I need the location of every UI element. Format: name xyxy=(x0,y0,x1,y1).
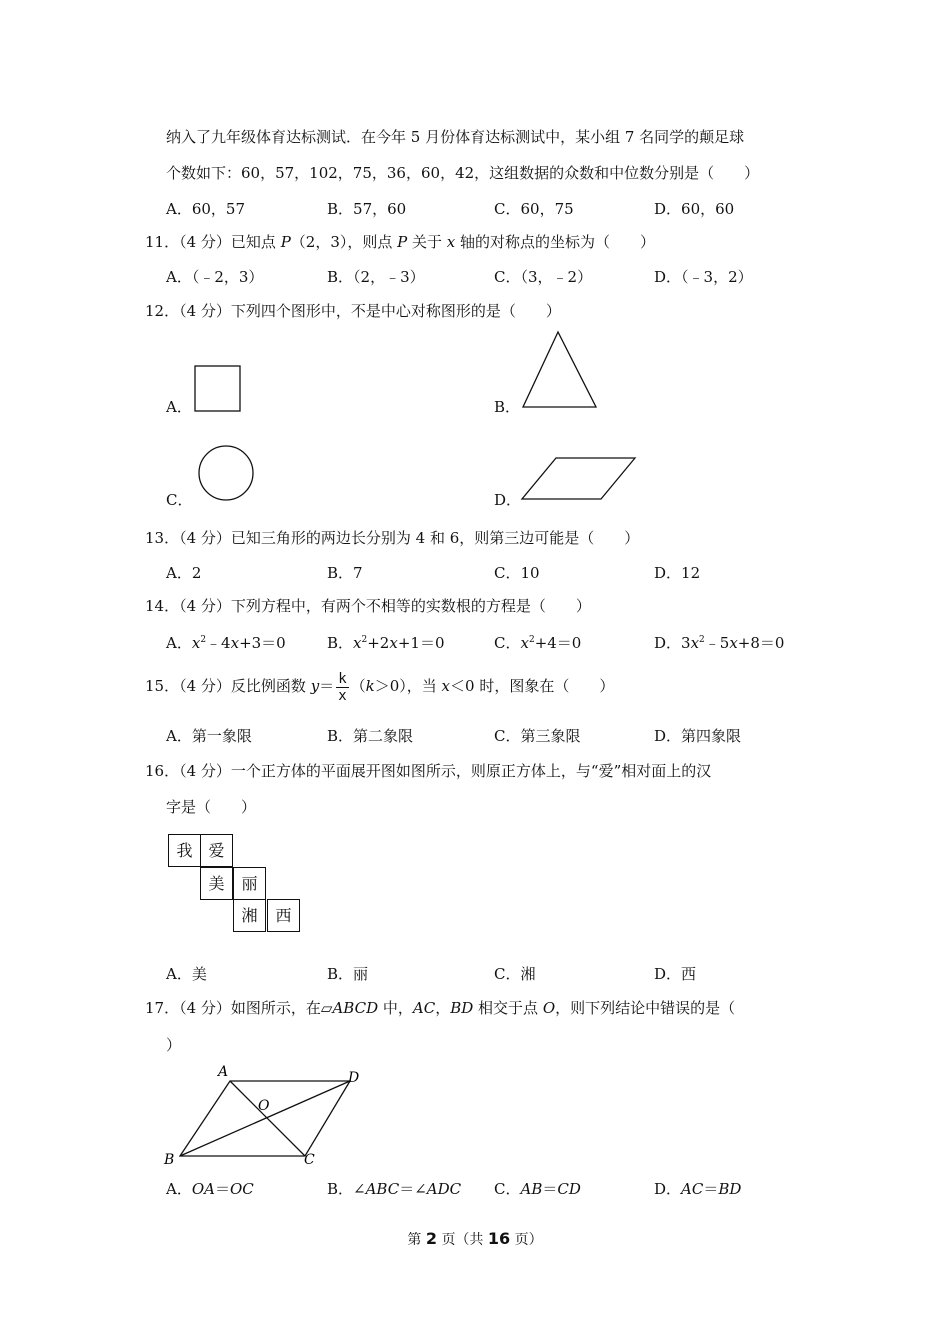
question-score: （4 分） xyxy=(179,999,231,1017)
var-x: x xyxy=(441,677,451,695)
q14-text: 下列方程中，有两个不相等的实数根的方程是（ ） xyxy=(230,597,591,615)
question-number: 15． xyxy=(145,677,180,695)
fraction-denominator: x xyxy=(338,687,347,704)
question-score: （4 分） xyxy=(179,529,231,547)
q10-option-c[interactable]: C．60，75 xyxy=(494,200,574,218)
q17-text: ， xyxy=(435,999,451,1017)
footer-text: 页（共 xyxy=(441,1232,484,1248)
segment: OA xyxy=(191,1180,215,1198)
net-cell: 西 xyxy=(267,899,300,932)
q13-option-b[interactable]: B．7 xyxy=(327,564,363,582)
q10-option-b[interactable]: B．57，60 xyxy=(327,200,407,218)
exponent: 2 xyxy=(699,635,705,645)
parallelogram-symbol: ▱ xyxy=(320,999,333,1017)
q13-text: 已知三角形的两边长分别为 4 和 6，则第三边可能是（ ） xyxy=(230,529,640,547)
q14-option-a[interactable] xyxy=(166,633,286,653)
q15-stem xyxy=(145,668,614,704)
point-label-d: D xyxy=(348,1070,360,1086)
page-total: 16 xyxy=(487,1229,511,1248)
equals-sign: ＝ xyxy=(399,1180,415,1198)
eq-part: +2 xyxy=(367,634,390,652)
q15-text: （ xyxy=(350,677,366,695)
option-label: C． xyxy=(494,1180,521,1198)
q17-text: ，则下列结论中错误的是（ xyxy=(555,999,736,1017)
segment: OC xyxy=(230,1180,254,1198)
point-label-o: O xyxy=(258,1098,270,1114)
q11-option-b[interactable]: B．（2，﹣3） xyxy=(327,268,425,286)
question-number: 13． xyxy=(145,529,180,547)
eq-part: +4＝0 xyxy=(534,634,582,652)
q16-stem xyxy=(145,761,711,781)
option-label: A． xyxy=(166,634,192,652)
q16-option-b[interactable]: B．丽 xyxy=(327,965,369,983)
q12-option-a[interactable]: A． xyxy=(166,398,192,416)
var-x: x xyxy=(729,634,738,652)
var-x: x xyxy=(520,634,529,652)
q11-option-d[interactable]: D．（﹣3，2） xyxy=(654,268,753,286)
fraction-numerator: k xyxy=(338,670,347,687)
q15-text: 反比例函数 xyxy=(230,677,311,695)
q16-option-c[interactable]: C．湘 xyxy=(494,965,536,983)
q12-option-c[interactable]: C． xyxy=(166,491,193,509)
option-label: B． xyxy=(327,1180,354,1198)
question-number: 14． xyxy=(145,597,180,615)
net-cell: 我 xyxy=(168,834,201,867)
var-k: k xyxy=(365,677,375,695)
q11-text: 关于 xyxy=(407,233,447,251)
q15-option-d[interactable]: D．第四象限 xyxy=(654,727,742,745)
eq-part: ﹣5 xyxy=(704,634,730,652)
option-label: D． xyxy=(654,1180,682,1198)
q17-text: 如图所示，在 xyxy=(230,999,321,1017)
point-label-c: C xyxy=(304,1152,315,1168)
parallelogram-icon xyxy=(520,456,640,502)
eq-part: +8＝0 xyxy=(737,634,785,652)
question-score: （4 分） xyxy=(179,762,231,780)
var-o: O xyxy=(542,999,556,1017)
eq-part: +1＝0 xyxy=(397,634,445,652)
q10-line1: 纳入了九年级体育达标测试．在今年 5 月份体育达标测试中，某小组 7 名同学的颠足球 xyxy=(166,128,745,146)
q14-option-b[interactable] xyxy=(327,633,444,653)
q17-text: 中， xyxy=(378,999,413,1017)
var-x: x xyxy=(446,233,456,251)
var-x: x xyxy=(389,634,398,652)
net-cell: 湘 xyxy=(233,899,266,932)
var-p: P xyxy=(280,233,291,251)
q17-option-d[interactable] xyxy=(654,1179,741,1199)
q13-option-d[interactable]: D．12 xyxy=(654,564,701,582)
q15-option-b[interactable]: B．第二象限 xyxy=(327,727,414,745)
segment: CD xyxy=(557,1180,581,1198)
parallelogram-abcd-figure xyxy=(160,1062,370,1172)
q11-option-a[interactable]: A．（﹣2，3） xyxy=(166,268,264,286)
var-x: x xyxy=(690,634,700,652)
option-label: C． xyxy=(494,634,521,652)
q11-text: 轴的对称点的坐标为（ ） xyxy=(455,233,656,251)
var-p: P xyxy=(397,233,408,251)
equals-sign: ＝ xyxy=(214,1180,230,1198)
point-label-a: A xyxy=(218,1064,229,1080)
q15-text: ＞0），当 xyxy=(374,677,442,695)
point-label-b: B xyxy=(164,1152,175,1168)
q14-option-d[interactable] xyxy=(654,633,784,653)
square-icon xyxy=(194,365,242,413)
equals-sign: ＝ xyxy=(319,677,335,695)
q17-text: 相交于点 xyxy=(473,999,543,1017)
q17-option-c[interactable] xyxy=(494,1179,581,1199)
footer-text: 第 xyxy=(407,1232,422,1248)
angle: ∠ADC xyxy=(414,1180,462,1198)
q13-option-c[interactable]: C．10 xyxy=(494,564,540,582)
triangle-icon xyxy=(520,330,600,410)
segment: AB xyxy=(520,1180,543,1198)
var-x: x xyxy=(353,634,362,652)
q10-option-a[interactable]: A．60，57 xyxy=(166,200,246,218)
var-x: x xyxy=(191,634,201,652)
q16-text: 一个正方体的平面展开图如图所示，则原正方体上，与“爱”相对面上的汉 xyxy=(230,762,712,780)
q14-stem xyxy=(145,596,591,616)
eq-part: ﹣4 xyxy=(206,634,231,652)
q12-option-d[interactable]: D． xyxy=(494,491,522,509)
exponent: 2 xyxy=(528,635,535,645)
question-number: 17． xyxy=(145,999,180,1017)
q11-stem xyxy=(145,232,655,252)
net-cell: 爱 xyxy=(200,834,233,867)
circle-icon xyxy=(196,443,256,503)
fraction-k-over-x xyxy=(336,671,348,704)
page-number: 2 xyxy=(425,1229,437,1248)
q15-option-a[interactable]: A．第一象限 xyxy=(166,727,252,745)
q15-option-c[interactable]: C．第三象限 xyxy=(494,727,581,745)
q17-stem-line2: ） xyxy=(166,1036,182,1054)
question-score: （4 分） xyxy=(179,302,231,320)
q12-text: 下列四个图形中，不是中心对称图形的是（ ） xyxy=(230,302,561,320)
angle: ∠ABC xyxy=(353,1180,400,1198)
q11-text: （2，3），则点 xyxy=(290,233,398,251)
coefficient: 3 xyxy=(681,634,691,652)
question-score: （4 分） xyxy=(179,597,231,615)
question-score: （4 分） xyxy=(179,677,231,695)
equals-sign: ＝ xyxy=(542,1180,558,1198)
net-cell: 丽 xyxy=(233,867,266,900)
q13-option-a[interactable]: A．2 xyxy=(166,564,202,582)
diagonal-ac xyxy=(230,1081,305,1156)
q17-option-b[interactable] xyxy=(327,1179,461,1199)
page-footer xyxy=(0,1229,950,1249)
q16-option-d[interactable]: D．西 xyxy=(654,965,697,983)
q11-text: 已知点 xyxy=(230,233,281,251)
var-abcd: ABCD xyxy=(332,999,379,1017)
segment: BD xyxy=(718,1180,742,1198)
question-number: 11． xyxy=(145,233,180,251)
q10-line2: 个数如下：60，57，102，75，36，60，42，这组数据的众数和中位数分别是（ ） xyxy=(166,164,760,182)
question-number: 16． xyxy=(145,762,180,780)
var-y: y xyxy=(310,677,320,695)
question-number: 12． xyxy=(145,302,180,320)
exponent: 2 xyxy=(200,635,207,645)
q15-text: ＜0 时，图象在（ ） xyxy=(450,677,615,695)
equals-sign: ＝ xyxy=(703,1180,719,1198)
var-ac: AC xyxy=(412,999,436,1017)
q17-option-a[interactable] xyxy=(166,1179,254,1199)
q10-option-d[interactable]: D．60，60 xyxy=(654,200,735,218)
option-label: D． xyxy=(654,634,682,652)
option-label: A． xyxy=(166,1180,192,1198)
footer-text: 页） xyxy=(514,1232,543,1248)
q12-option-b[interactable]: B． xyxy=(494,398,521,416)
q12-stem xyxy=(145,301,561,321)
q16-stem-line2: 字是（ ） xyxy=(166,798,257,816)
q16-option-a[interactable]: A．美 xyxy=(166,965,207,983)
q14-option-c[interactable] xyxy=(494,633,581,653)
eq-part: +3＝0 xyxy=(239,634,286,652)
net-cell: 美 xyxy=(200,867,233,900)
option-label: B． xyxy=(327,634,354,652)
segment: AC xyxy=(681,1180,704,1198)
q13-stem xyxy=(145,528,639,548)
exponent: 2 xyxy=(361,635,368,645)
var-bd: BD xyxy=(450,999,474,1017)
question-score: （4 分） xyxy=(179,233,231,251)
var-x: x xyxy=(230,634,240,652)
q11-option-c[interactable]: C．（3，﹣2） xyxy=(494,268,593,286)
q17-stem xyxy=(145,998,735,1018)
